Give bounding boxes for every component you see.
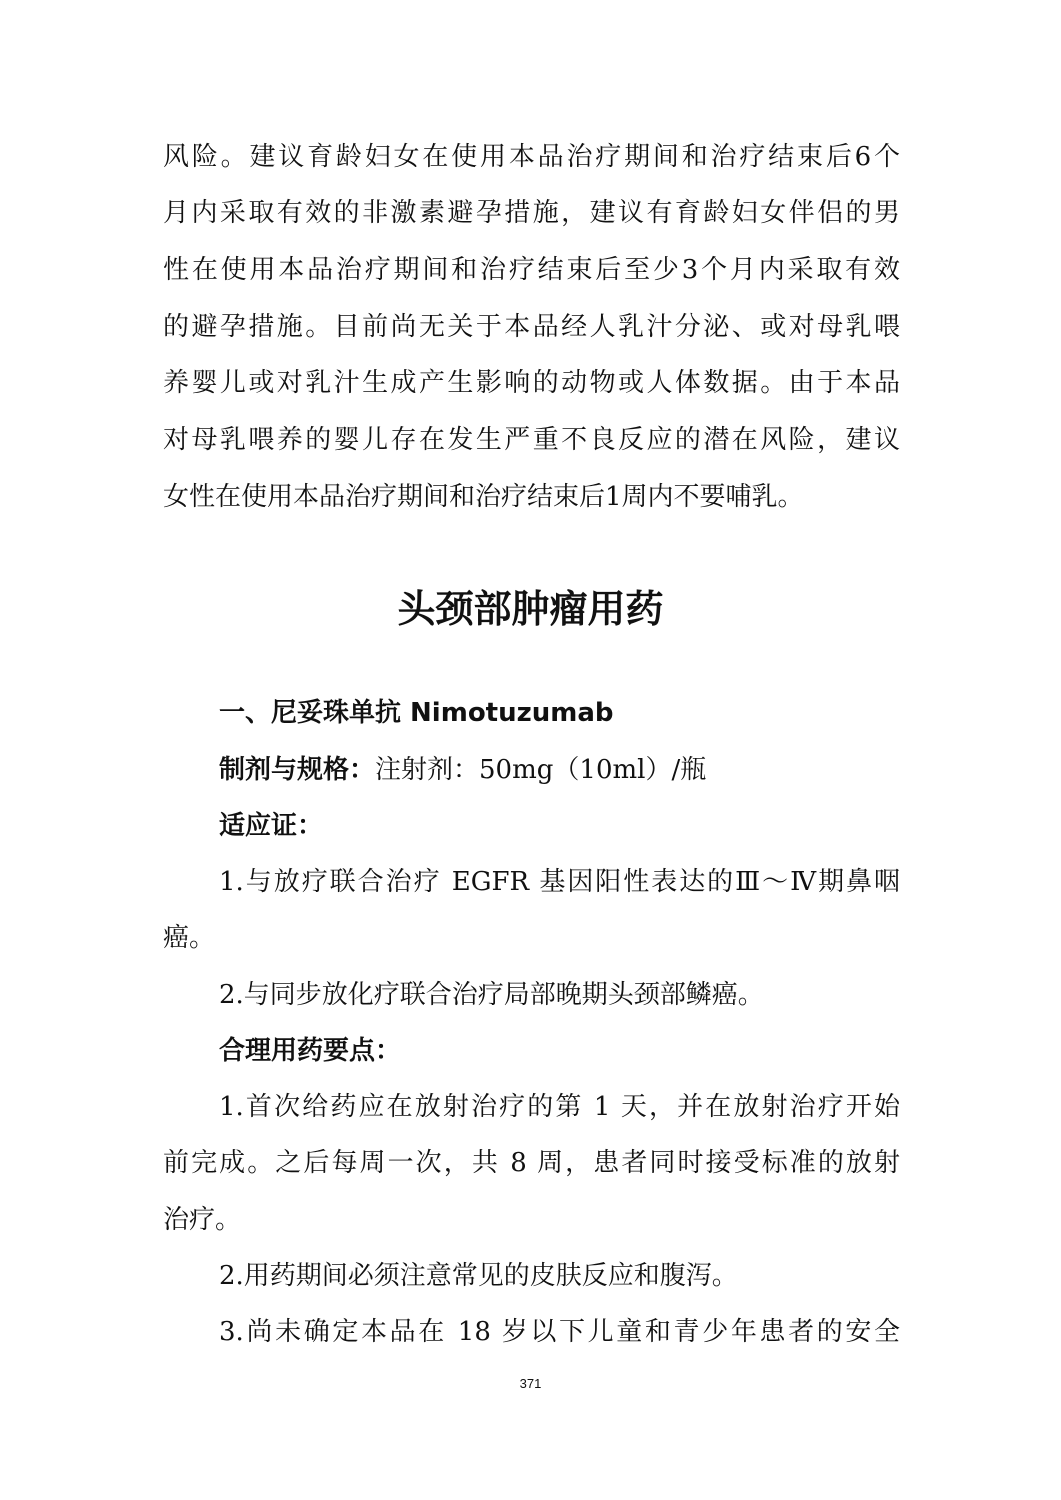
point-1-line: 1.首次给药应在放射治疗的第 1 天，并在放射治疗开始 — [219, 1092, 900, 1122]
text-line: 对母乳喂养的婴儿存在发生严重不良反应的潜在风险，建议 — [163, 425, 900, 455]
spec-value: 注射剂：50mg（10ml）/瓶 — [375, 755, 707, 785]
spec-line — [219, 753, 900, 787]
key-points-label: 合理用药要点： — [219, 1036, 402, 1066]
drug-heading: 一、尼妥珠单抗 Nimotuzumab — [219, 698, 614, 728]
indications-label: 适应证： — [219, 811, 324, 841]
text-line: 月内采取有效的非激素避孕措施，建议有育龄妇女伴侣的男 — [163, 198, 900, 228]
indication-1-line: 1.与放疗联合治疗 EGFR 基因阳性表达的Ⅲ～Ⅳ期鼻咽 — [219, 867, 900, 897]
text-line: 养婴儿或对乳汁生成产生影响的动物或人体数据。由于本品 — [163, 368, 900, 398]
point-1-line: 治疗。 — [163, 1205, 242, 1235]
text-line: 的避孕措施。目前尚无关于本品经人乳汁分泌、或对母乳喂 — [163, 312, 900, 342]
spec-label: 制剂与规格： — [219, 755, 376, 785]
text-line: 风险。建议育龄妇女在使用本品治疗期间和治疗结束后6个 — [163, 142, 900, 172]
section-title: 头颈部肿瘤用药 — [397, 587, 664, 631]
text-line: 女性在使用本品治疗期间和治疗结束后1周内不要哺乳。 — [163, 482, 804, 512]
point-2: 2.用药期间必须注意常见的皮肤反应和腹泻。 — [219, 1261, 738, 1291]
point-1-line: 前完成。之后每周一次，共 8 周，患者同时接受标准的放射 — [163, 1148, 900, 1178]
page-number: 371 — [519, 1376, 542, 1391]
text-line: 性在使用本品治疗期间和治疗结束后至少3个月内采取有效 — [163, 255, 900, 285]
indication-2: 2.与同步放化疗联合治疗局部晚期头颈部鳞癌。 — [219, 980, 764, 1010]
point-3: 3.尚未确定本品在 18 岁以下儿童和青少年患者的安全 — [219, 1317, 900, 1347]
indication-1-line: 癌。 — [163, 923, 216, 953]
